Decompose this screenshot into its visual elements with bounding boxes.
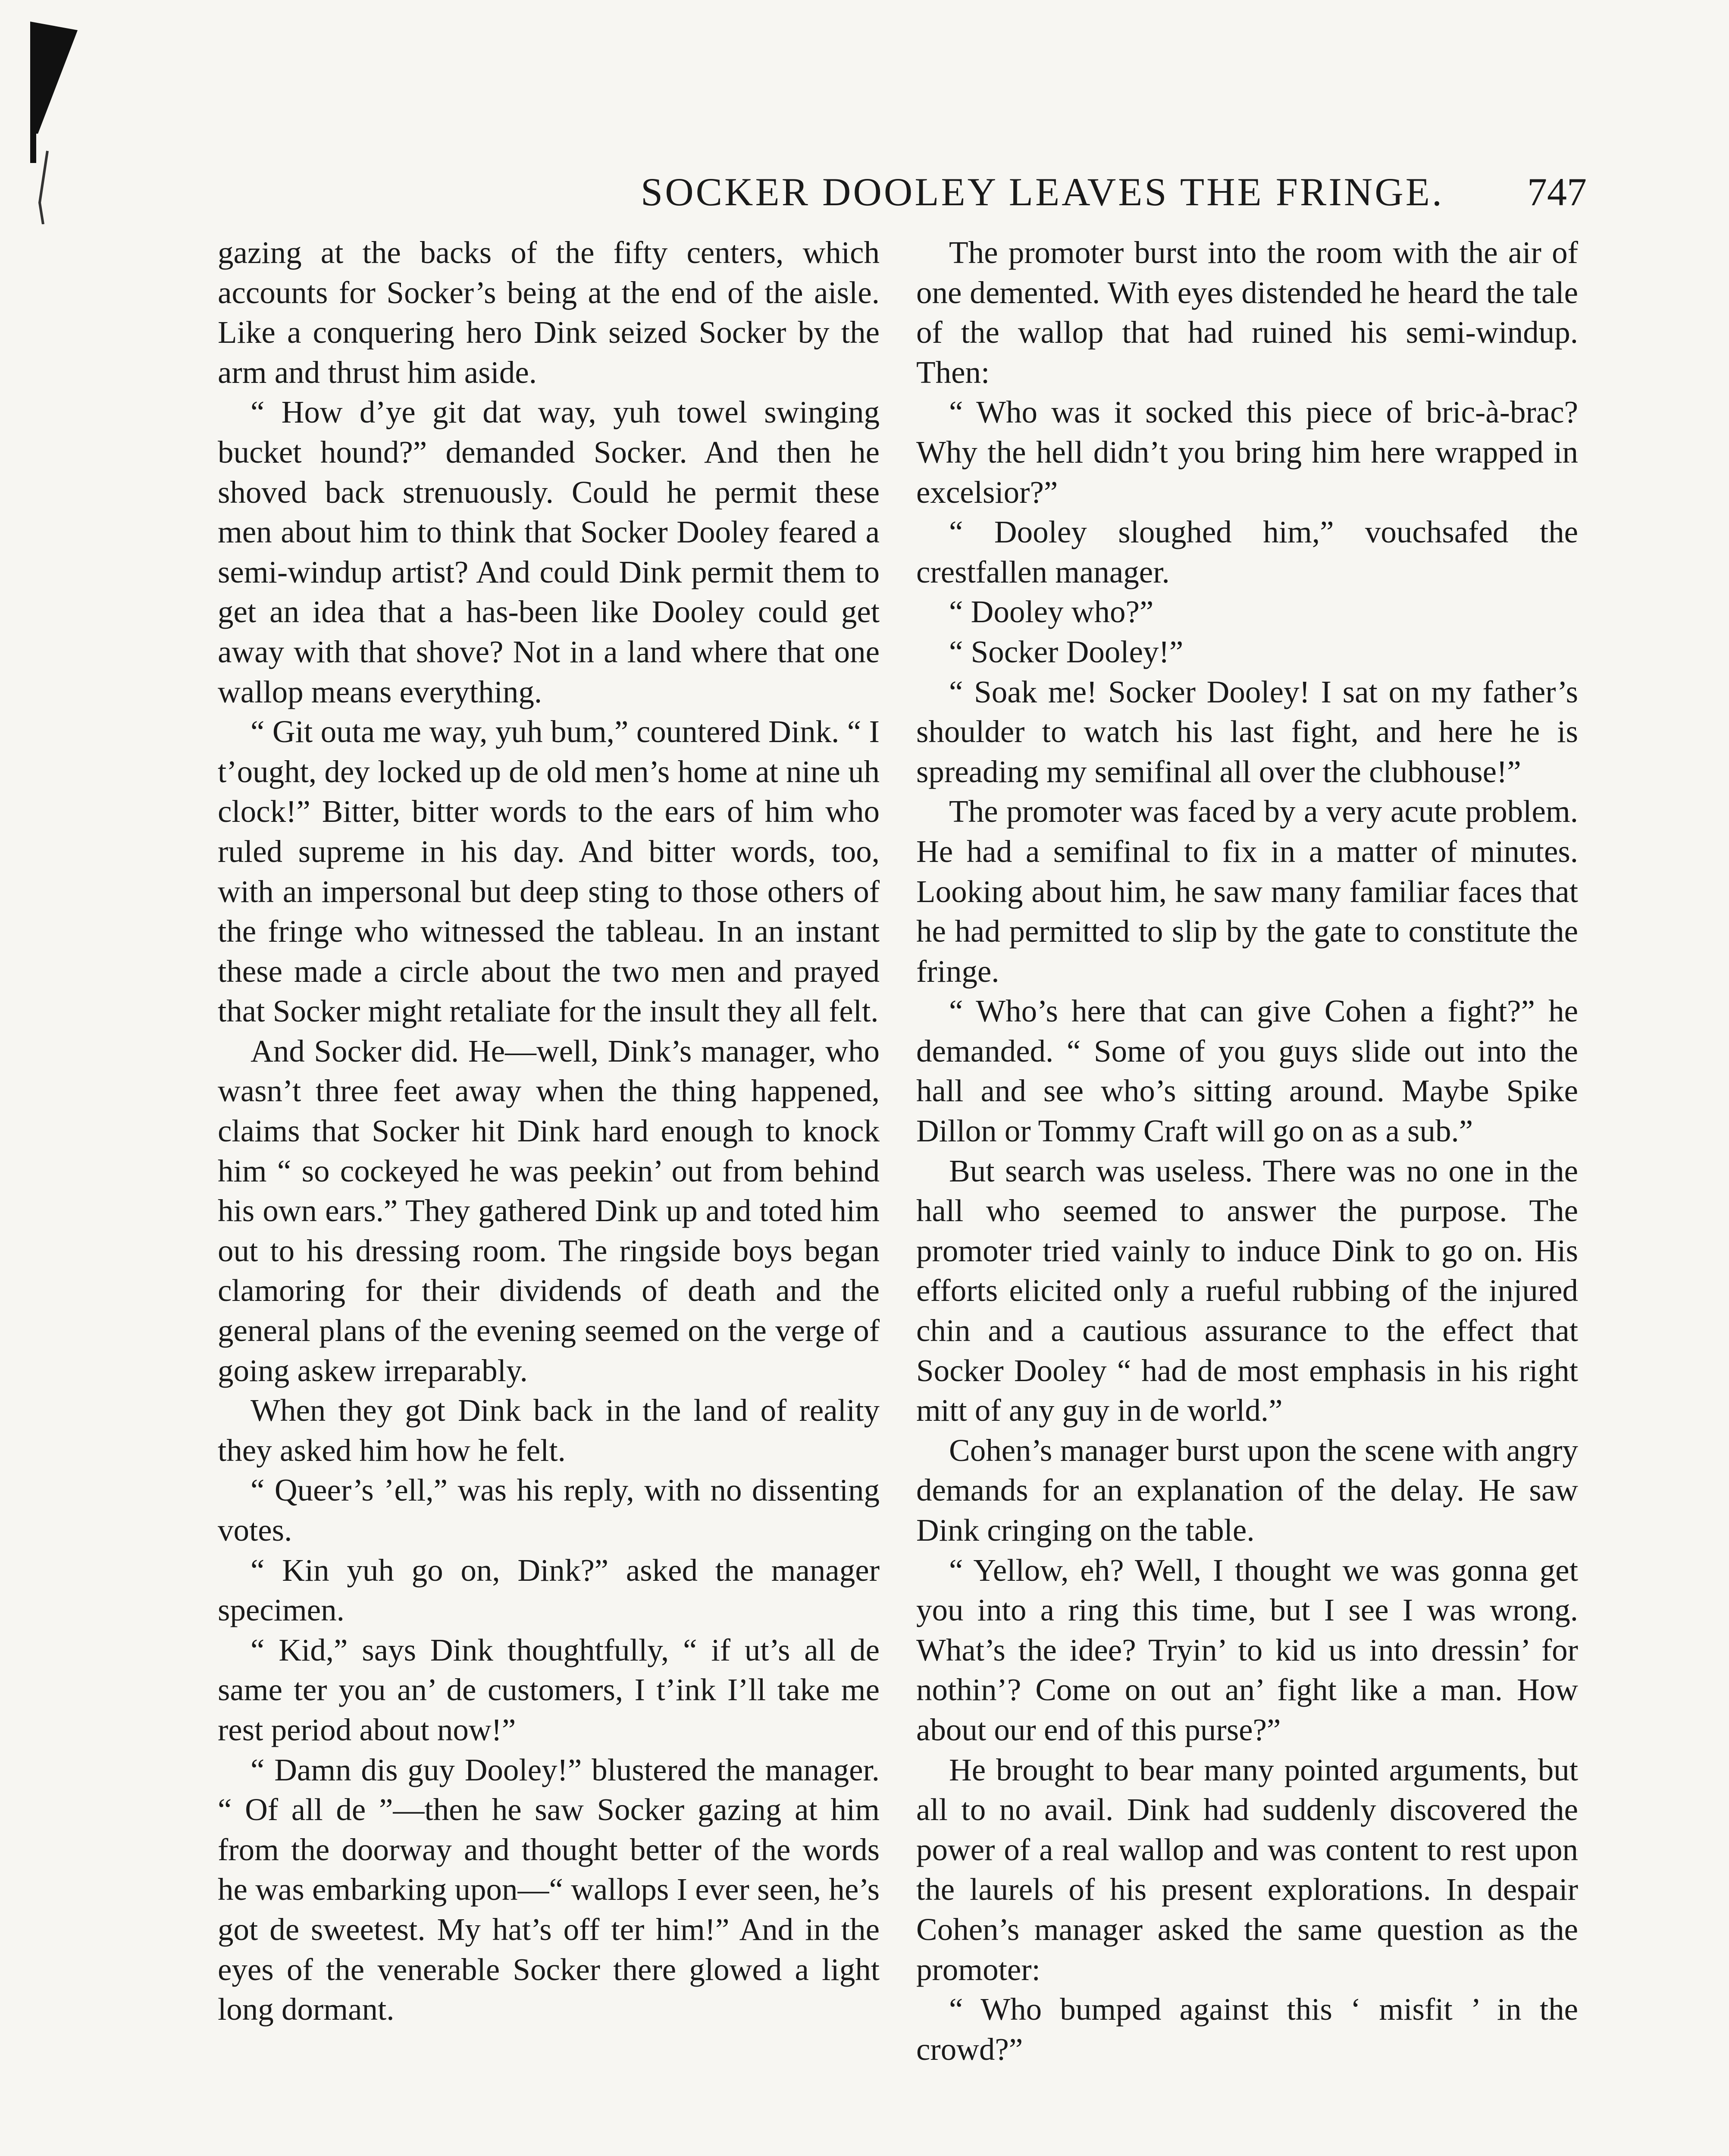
paragraph: “ Dooley sloughed him,” vouchsafed the crestfallen manager. [916, 514, 1578, 589]
running-title: SOCKER DOOLEY LEAVES THE FRINGE. [641, 170, 1444, 214]
page-number: 747 [1527, 170, 1587, 214]
text-column-right [916, 233, 1578, 2069]
paragraph: “ Yellow, eh? Well, I thought we was gonna get you into a ring this time, but I see I was wrong. What’s the idee? Tryin’ to kid us into dressin’ for nothin’? Come on out an’ fight like a man. How about our end of this purse?” [916, 1552, 1578, 1747]
paragraph: “ Soak me! Socker Dooley! I sat on my father’s shoulder to watch his last fight, and here he is spreading my semifinal all over the clubhouse!” [916, 674, 1578, 789]
paragraph: “ Who bumped against this ‘ misfit ’ in the crowd?” [916, 1992, 1578, 2067]
paragraph: “ Queer’s ’ell,” was his reply, with no dissenting votes. [218, 1473, 880, 1548]
paragraph: “ How d’ye git dat way, yuh towel swinging bucket hound?” demanded Socker. And then he shoved back strenuously. Could he permit these men about him to think that Socker Dooley feared a semi-windup artist? And could Dink permit them to get an idea that a has-been like Dooley could get away with that shove? Not in a land where that one wallop means everything. [218, 395, 880, 709]
paragraph: He brought to bear many pointed arguments, but all to no avail. Dink had suddenly discovered the power of a real wallop and was content to rest upon the laurels of his present explorations. In despair Cohen’s manager asked the same question as the promoter: [916, 1752, 1578, 1987]
paragraph: The promoter was faced by a very acute problem. He had a semifinal to fix in a matter of minutes. Looking about him, he saw many familiar faces that he had permitted to slip by the gate to constitute the fringe. [916, 794, 1578, 989]
paragraph: “ Damn dis guy Dooley!” blustered the manager. “ Of all de ”—then he saw Socker gazing at him from the doorway and thought better of the words he was embarking upon—“ wallops I ever seen, he’s got de sweetest. My hat’s off ter him!” And in the eyes of the venerable Socker there glowed a light long dormant. [218, 1752, 880, 2027]
text-column-left [218, 233, 880, 2030]
paragraph: “ Socker Dooley!” [949, 634, 1184, 669]
paragraph: gazing at the backs of the fifty centers, which accounts for Socker’s being at the end of the aisle. Like a conquering hero Dink seized Socker by the arm and thrust him aside. [218, 235, 880, 390]
paragraph: The promoter burst into the room with the air of one demented. With eyes distended he heard the tale of the wallop that had ruined his semi-windup. Then: [916, 235, 1578, 390]
paragraph: “ Who was it socked this piece of bric-à-brac? Why the hell didn’t you bring him here wrapped in excelsior?” [916, 395, 1578, 510]
paragraph: “ Kid,” says Dink thoughtfully, “ if ut’s all de same ter you an’ de customers, I t’ink I’ll take me rest period about now!” [218, 1632, 880, 1747]
paragraph: “ Who’s here that can give Cohen a fight?” he demanded. “ Some of you guys slide out into the hall and see who’s sitting around. Maybe Spike Dillon or Tommy Craft will go on as a sub.” [916, 993, 1578, 1149]
paragraph: When they got Dink back in the land of reality they asked him how he felt. [218, 1393, 880, 1468]
paragraph: “ Dooley who?” [949, 594, 1154, 630]
paragraph: But search was useless. There was no one in the hall who seemed to answer the purpose. The promoter tried vainly to induce Dink to go on. His efforts elicited only a rueful rubbing of the injured chin and a cautious assurance to the effect that Socker Dooley “ had de most emphasis in his right mitt of any guy in de world.” [916, 1153, 1578, 1428]
page-header [513, 162, 1587, 226]
page-edge-mark [30, 22, 78, 224]
paragraph: “ Kin yuh go on, Dink?” asked the manager specimen. [218, 1552, 880, 1628]
paragraph: And Socker did. He—well, Dink’s manager, who wasn’t three feet away when the thing happened, claims that Socker hit Dink hard enough to knock him “ so cockeyed he was peekin’ out from behind his own ears.” They gathered Dink up and toted him out to his dressing room. The ringside boys began clamoring for their dividends of death and the general plans of the evening seemed on the verge of going askew irreparably. [218, 1033, 880, 1388]
paragraph: “ Git outa me way, yuh bum,” countered Dink. “ I t’ought, dey locked up de old men’s home at nine uh clock!” Bitter, bitter words to the ears of him who ruled supreme in his day. And bitter words, too, with an impersonal but deep sting to those others of the fringe who witnessed the tableau. In an instant these made a circle about the two men and prayed that Socker might retaliate for the insult they all felt. [218, 714, 880, 1029]
paragraph: Cohen’s manager burst upon the scene with angry demands for an explanation of the delay. He saw Dink cringing on the table. [916, 1432, 1578, 1548]
